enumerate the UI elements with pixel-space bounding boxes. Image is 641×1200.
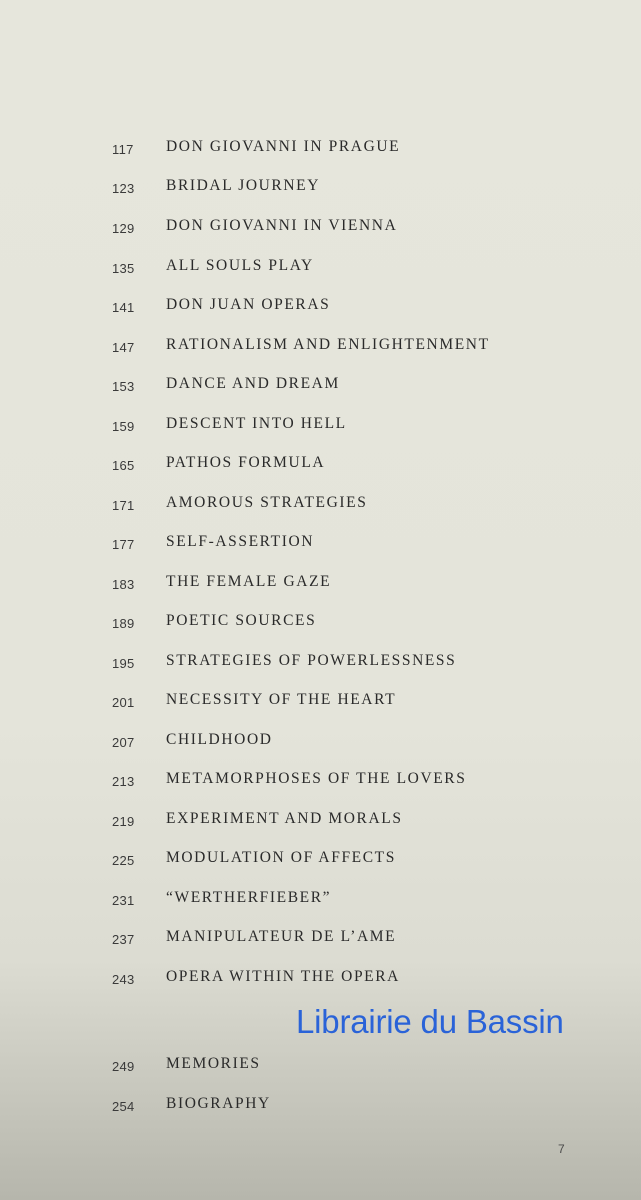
page-number: 7 [558, 1142, 565, 1156]
toc-entry [0, 177, 641, 201]
toc-entry [0, 454, 641, 478]
toc-entry-title: PATHOS FORMULA [166, 454, 326, 471]
toc-page-number: 195 [112, 656, 135, 671]
toc-entry [0, 494, 641, 518]
toc-page-number: 249 [112, 1059, 135, 1074]
toc-page-number: 189 [112, 616, 135, 631]
toc-entry-title: EXPERIMENT AND MORALS [166, 810, 403, 827]
toc-entry [0, 652, 641, 676]
toc-entry-title: NECESSITY OF THE HEART [166, 691, 397, 708]
toc-entry-title: “WERTHERFIEBER” [166, 889, 332, 906]
toc-entry-title: DON JUAN OPERAS [166, 296, 331, 313]
toc-entry-title: THE FEMALE GAZE [166, 573, 332, 590]
toc-entry-title: DANCE AND DREAM [166, 375, 340, 392]
toc-page-number: 141 [112, 300, 135, 315]
toc-entry-title: ALL SOULS PLAY [166, 257, 314, 274]
toc-entry [0, 968, 641, 992]
toc-entry-title: DON GIOVANNI IN VIENNA [166, 217, 398, 234]
toc-entry [0, 889, 641, 913]
toc-page-number: 117 [112, 142, 134, 157]
toc-entry-title: AMOROUS STRATEGIES [166, 494, 368, 511]
toc-entry [0, 573, 641, 597]
toc-entry [0, 770, 641, 794]
toc-entry [0, 415, 641, 439]
toc-page-number: 123 [112, 181, 135, 196]
toc-entry-title: CHILDHOOD [166, 731, 273, 748]
toc-page-number: 207 [112, 735, 135, 750]
toc-page-number: 165 [112, 458, 135, 473]
toc-entry [0, 217, 641, 241]
toc-entry [0, 849, 641, 873]
toc-page-number: 225 [112, 853, 135, 868]
toc-page-number: 219 [112, 814, 135, 829]
toc-entry-title: STRATEGIES OF POWERLESSNESS [166, 652, 457, 669]
toc-entry-title: OPERA WITHIN THE OPERA [166, 968, 400, 985]
toc-page-number: 177 [112, 537, 135, 552]
toc-page-number: 183 [112, 577, 135, 592]
toc-page-number: 147 [112, 340, 135, 355]
toc-entry-title: DESCENT INTO HELL [166, 415, 347, 432]
toc-entry-title: BIOGRAPHY [166, 1095, 271, 1112]
toc-entry [0, 612, 641, 636]
toc-entry-title: RATIONALISM AND ENLIGHTENMENT [166, 336, 490, 353]
toc-page-number: 237 [112, 932, 135, 947]
toc-entry-title: DON GIOVANNI IN PRAGUE [166, 138, 401, 155]
toc-page-number: 129 [112, 221, 135, 236]
toc-entry [0, 928, 641, 952]
watermark: Librairie du Bassin [296, 1003, 564, 1040]
toc-page-number: 231 [112, 893, 135, 908]
toc-entry [0, 296, 641, 320]
toc-page-number: 201 [112, 695, 135, 710]
toc-page-number: 254 [112, 1099, 135, 1114]
toc-entry [0, 375, 641, 399]
toc-entry-title: MEMORIES [166, 1055, 261, 1072]
toc-entry [0, 1095, 641, 1119]
toc-page-number: 159 [112, 419, 135, 434]
toc-entry-title: MODULATION OF AFFECTS [166, 849, 396, 866]
toc-entry-title: MANIPULATEUR DE L’AME [166, 928, 397, 945]
toc-entry-title: BRIDAL JOURNEY [166, 177, 321, 194]
toc-entry [0, 138, 641, 162]
toc-entry [0, 810, 641, 834]
toc-entry [0, 257, 641, 281]
toc-entry [0, 1055, 641, 1079]
toc-page-number: 135 [112, 261, 135, 276]
toc-entry [0, 336, 641, 360]
toc-entry [0, 691, 641, 715]
toc-entry [0, 533, 641, 557]
toc-entry [0, 731, 641, 755]
toc-entry-title: METAMORPHOSES OF THE LOVERS [166, 770, 467, 787]
toc-entry-title: SELF-ASSERTION [166, 533, 315, 550]
toc-entry-title: POETIC SOURCES [166, 612, 317, 629]
toc-page-number: 171 [112, 498, 135, 513]
toc-page-number: 243 [112, 972, 135, 987]
toc-page-number: 213 [112, 774, 135, 789]
toc-page-number: 153 [112, 379, 135, 394]
